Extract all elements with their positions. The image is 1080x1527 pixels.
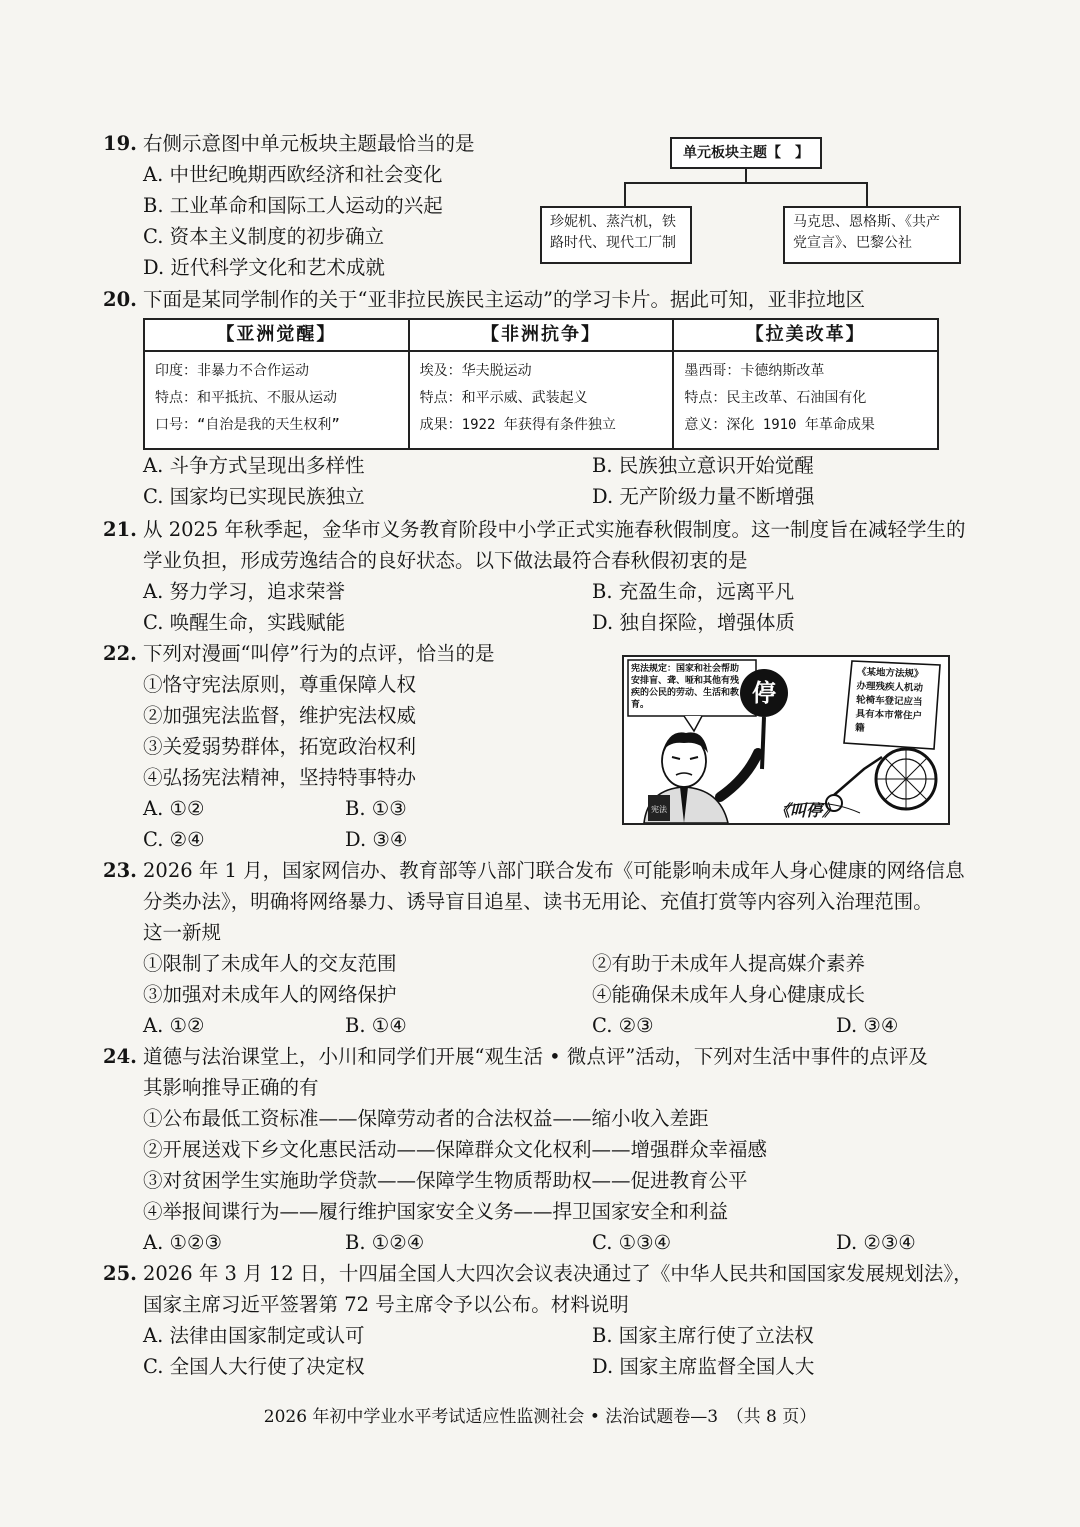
q25-option-a: A. 法律由国家制定或认可 (143, 1324, 365, 1347)
q22-item-1: ①恪守宪法原则，尊重保障人权 (143, 673, 417, 696)
q23-option-b: B. ①④ (345, 1014, 407, 1037)
speech-line: 疾的公民的劳动、生活和教 (631, 688, 740, 698)
question-21-number: 21. (103, 518, 137, 541)
question-24-stem: 道德与法治课堂上，小川和同学们开展“观生活 • 微点评”活动，下列对生活中事件的点评及 (143, 1045, 928, 1068)
regulation-line: 办理残疾人机动 (856, 680, 924, 694)
q24-option-b: B. ①②④ (345, 1231, 425, 1254)
question-24-number: 24. (103, 1045, 137, 1068)
question-23-stem-end: 这一新规 (143, 921, 222, 944)
diagram-top-box: 单元板块主题【 】 (670, 137, 822, 169)
q22-option-d: D. ③④ (345, 828, 408, 851)
q22-option-a: A. ①② (143, 797, 205, 820)
q23-option-a: A. ①② (143, 1014, 205, 1037)
speech-tail (684, 716, 702, 731)
speech-text (631, 663, 755, 711)
diagram-right-line: 马克思、恩格斯、《共产 (793, 214, 940, 230)
table-col-latam (674, 320, 937, 448)
q23-item-4: ④能确保未成年人身心健康成长 (592, 983, 866, 1006)
table-cell: 口号：“自治是我的天生权利” (155, 417, 340, 433)
table-cell: 印度：非暴力不合作运动 (155, 363, 309, 379)
question-19-number: 19. (103, 132, 137, 155)
question-20-stem: 下面是某同学制作的关于“亚非拉民族民主运动”的学习卡片。据此可知，亚非拉地区 (143, 288, 865, 311)
q22-cartoon (622, 655, 950, 825)
q19-option-b: B. 工业革命和国际工人运动的兴起 (143, 194, 443, 217)
diagram-connector (866, 182, 868, 207)
q24-item-1: ①公布最低工资标准——保障劳动者的合法权益——缩小收入差距 (143, 1107, 709, 1130)
q24-option-d: D. ②③④ (836, 1231, 916, 1254)
q22-option-b: B. ①③ (345, 797, 407, 820)
diagram-right-box (783, 206, 961, 264)
q24-option-c: C. ①③④ (592, 1231, 672, 1254)
question-24-stem-cont: 其影响推导正确的有 (143, 1076, 319, 1099)
table-col-head: 【拉美改革】 (674, 320, 937, 352)
q22-item-2: ②加强宪法监督，维护宪法权威 (143, 704, 417, 727)
q23-item-3: ③加强对未成年人的网络保护 (143, 983, 397, 1006)
q23-option-c: C. ②③ (592, 1014, 654, 1037)
regulation-text (855, 666, 937, 739)
regulation-line: 籍 (854, 722, 865, 734)
table-col-head: 【亚洲觉醒】 (145, 320, 408, 352)
q20-option-a: A. 斗争方式呈现出多样性 (143, 454, 365, 477)
question-23-stem-cont: 分类办法》，明确将网络暴力、诱导盲目追星、读书无用论、充值打赏等内容列入治理范围。 (143, 890, 933, 913)
question-25-stem-cont: 国家主席习近平签署第 72 号主席令予以公布。材料说明 (143, 1293, 629, 1316)
table-cell: 埃及：华夫脱运动 (419, 363, 532, 379)
q23-option-d: D. ③④ (836, 1014, 899, 1037)
question-22-stem: 下列对漫画“叫停”行为的点评，恰当的是 (143, 642, 495, 665)
question-25-stem: 2026 年 3 月 12 日，十四届全国人大四次会议表决通过了《中华人民共和国国家发展规划法》， (143, 1262, 973, 1285)
speech-line: 安排盲、聋、哑和其他有残 (631, 676, 740, 686)
q21-option-b: B. 充盈生命，远离平凡 (592, 580, 795, 603)
q21-option-c: C. 唤醒生命，实践赋能 (143, 611, 346, 634)
q19-option-d: D. 近代科学文化和艺术成就 (143, 256, 385, 279)
diagram-connector (624, 182, 868, 184)
question-21-stem-cont: 学业负担，形成劳逸结合的良好状态。以下做法最符合春秋假初衷的是 (143, 549, 748, 572)
q20-card-table (143, 318, 939, 450)
table-col-head: 【非洲抗争】 (410, 320, 673, 352)
cartoon-caption: 《叫停》 (774, 801, 839, 820)
diagram-left-box (540, 206, 692, 264)
stop-sign-text: 停 (752, 678, 776, 707)
table-cell: 意义：深化 1910 年革命成果 (684, 417, 875, 433)
q22-item-4: ④弘扬宪法精神，坚持特事特办 (143, 766, 417, 789)
table-cell: 特点：和平示威、武装起义 (419, 390, 588, 406)
table-cell: 特点：和平抵抗、不服从运动 (155, 390, 337, 406)
q24-option-a: A. ①②③ (143, 1231, 222, 1254)
diagram-left-line: 珍妮机、蒸汽机，铁 (550, 214, 676, 230)
q25-option-b: B. 国家主席行使了立法权 (592, 1324, 814, 1347)
regulation-line: 《某地方法规》 (856, 666, 924, 680)
diagram-connector (624, 182, 626, 207)
q22-item-3: ③关爱弱势群体，拓宽政治权利 (143, 735, 417, 758)
q21-option-d: D. 独自探险，增强体质 (592, 611, 795, 634)
table-col-africa (410, 320, 675, 448)
speech-line: 宪法规定：国家和社会帮助 (631, 664, 740, 674)
book-label: 宪法 (651, 805, 667, 814)
table-cell: 墨西哥：卡德纳斯改革 (684, 363, 825, 379)
table-cell: 特点：民主改革、石油国有化 (684, 390, 867, 406)
q25-option-d: D. 国家主席监督全国人大 (592, 1355, 815, 1378)
regulation-line: 具有本市常住户 (855, 708, 923, 722)
table-cell: 成果：1922 年获得有条件独立 (419, 417, 616, 433)
q19-option-a: A. 中世纪晚期西欧经济和社会变化 (143, 163, 443, 186)
page-footer: 2026 年初中学业水平考试适应性监测社会 • 法治试题卷—3 （共 8 页） (263, 1407, 817, 1427)
q25-option-c: C. 全国人大行使了决定权 (143, 1355, 365, 1378)
q24-item-2: ②开展送戏下乡文化惠民活动——保障群众文化权利——增强群众幸福感 (143, 1138, 768, 1161)
q23-item-2: ②有助于未成年人提高媒介素养 (592, 952, 866, 975)
question-25-number: 25. (103, 1262, 137, 1285)
q22-option-c: C. ②④ (143, 828, 205, 851)
question-19-stem: 右侧示意图中单元板块主题最恰当的是 (143, 132, 475, 155)
question-22-number: 22. (103, 642, 137, 665)
regulation-line: 轮椅车登记应当 (855, 694, 923, 708)
question-23-number: 23. (103, 859, 137, 882)
q23-item-1: ①限制了未成年人的交友范围 (143, 952, 397, 975)
q20-option-c: C. 国家均已实现民族独立 (143, 485, 365, 508)
q21-option-a: A. 努力学习，追求荣誉 (143, 580, 345, 603)
q24-item-4: ④举报间谍行为——履行维护国家安全义务——捍卫国家安全和利益 (143, 1200, 729, 1223)
q19-option-c: C. 资本主义制度的初步确立 (143, 225, 385, 248)
sign-pole (762, 717, 764, 769)
q20-option-b: B. 民族独立意识开始觉醒 (592, 454, 814, 477)
question-23-stem: 2026 年 1 月，国家网信办、教育部等八部门联合发布《可能影响未成年人身心健康的网络信息 (143, 859, 965, 882)
speech-line: 育。 (631, 700, 650, 710)
q20-option-d: D. 无产阶级力量不断增强 (592, 485, 815, 508)
man-arm (720, 753, 758, 797)
diagram-left-line: 路时代、现代工厂制 (550, 235, 676, 251)
question-21-stem: 从 2025 年秋季起，金华市义务教育阶段中小学正式实施春秋假制度。这一制度旨在减轻学生的 (143, 518, 966, 541)
q24-item-3: ③对贫困学生实施助学贷款——保障学生物质帮助权——促进教育公平 (143, 1169, 748, 1192)
diagram-right-line: 党宣言》、巴黎公社 (793, 235, 912, 251)
diagram-connector (745, 169, 747, 183)
table-col-asia (145, 320, 410, 448)
question-20-number: 20. (103, 288, 137, 311)
